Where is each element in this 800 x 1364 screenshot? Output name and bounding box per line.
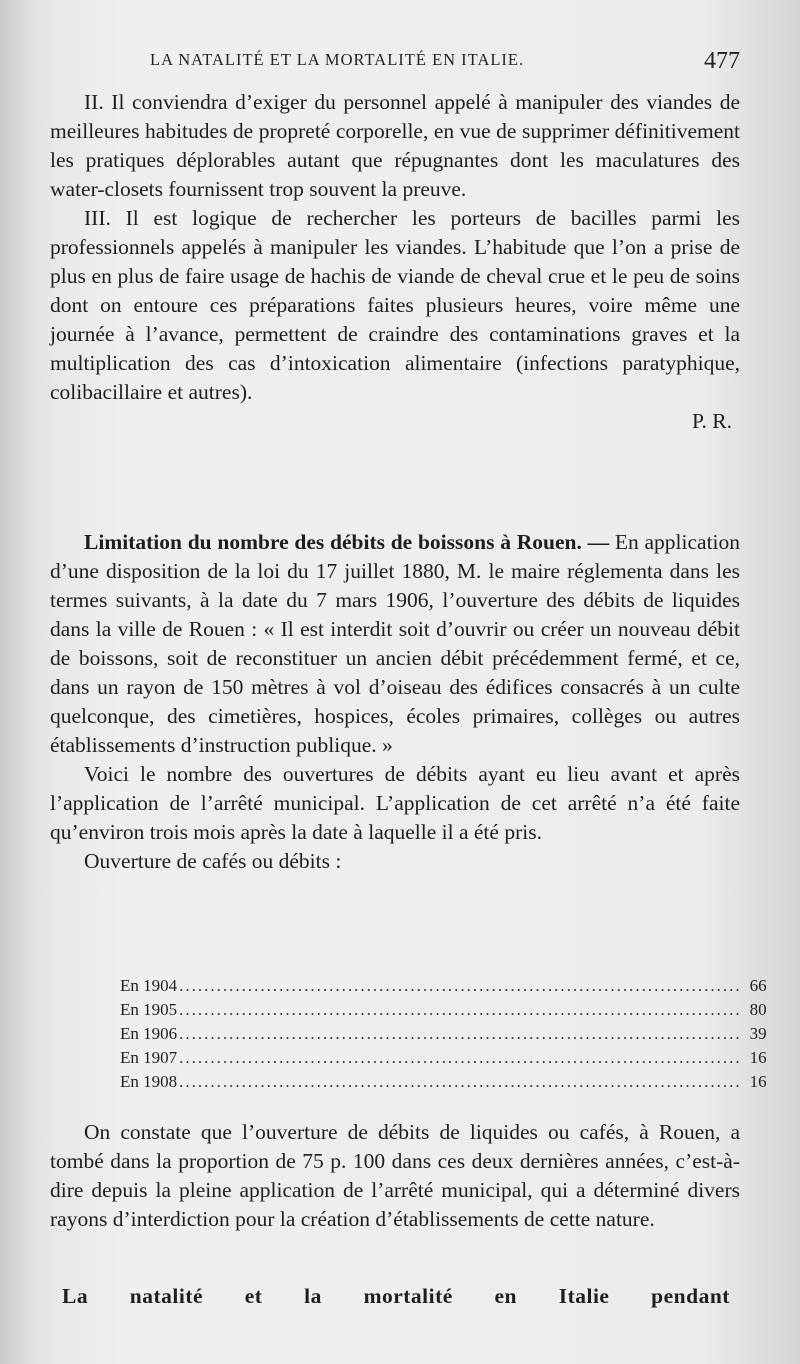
leader-dots: .......................................................................................... bbox=[179, 1072, 742, 1091]
title-word: La bbox=[62, 1284, 89, 1308]
row-count: 66 bbox=[749, 976, 767, 995]
leader-dots: .......................................................................................... bbox=[179, 1048, 742, 1067]
table-row bbox=[120, 1046, 767, 1070]
article-intro bbox=[50, 528, 740, 760]
next-section-title bbox=[62, 1284, 730, 1309]
row-year: En 1907 bbox=[120, 1048, 178, 1067]
row-count: 39 bbox=[749, 1024, 767, 1043]
running-title: LA NATALITÉ ET LA MORTALITÉ EN ITALIE. bbox=[150, 50, 525, 69]
table-row bbox=[120, 998, 767, 1022]
table-row bbox=[120, 974, 767, 998]
leader-dots: .......................................................................................... bbox=[179, 976, 742, 995]
title-word: la bbox=[304, 1284, 322, 1308]
title-word: natalité bbox=[129, 1284, 204, 1308]
rouen-article bbox=[50, 528, 740, 876]
paragraph-ii: II. Il conviendra d’exiger du personnel appelé à manipuler des viandes de meilleures habitudes de propreté corporelle, en vue de supprimer définitivement les pratiques déplorables autant que répugnantes dont les maculatures des water-closets fournissent trop souvent la preuve. bbox=[50, 90, 740, 201]
title-word: mortalité bbox=[363, 1284, 453, 1308]
openings-table bbox=[120, 974, 767, 1094]
page-number: 477 bbox=[704, 48, 740, 74]
row-year: En 1904 bbox=[120, 976, 178, 995]
article-paragraph-2: Voici le nombre des ouvertures de débits ayant eu lieu avant et après l’application de l’arrêté municipal. L’application de cet arrêté n’a été faite qu’environ trois mois après la date à laquelle il a été pris. bbox=[50, 762, 740, 844]
row-count: 16 bbox=[749, 1072, 767, 1091]
paragraph-iii: III. Il est logique de rechercher les porteurs de bacilles parmi les professionnels appelés à manipuler les viandes. L’habitude que l’on a prise de plus en plus de faire usage de hachis de viande de cheval crue et le peu de soins dont on entoure ces préparations faites plusieurs heures, voire même une journée à l’avance, permettent de craindre des contaminations graves et la multiplication des cas d’intoxication alimentaire (infections paratyphique, colibacillaire et autres). bbox=[50, 206, 740, 404]
author-initials: P. R. bbox=[691, 409, 732, 433]
list-heading: Ouverture de cafés ou débits : bbox=[84, 849, 342, 873]
table-row bbox=[120, 1022, 767, 1046]
conclusion-block bbox=[50, 1118, 740, 1234]
leader-dots: .......................................................................................... bbox=[179, 1000, 742, 1019]
conclusion-paragraph: On constate que l’ouverture de débits de liquides ou cafés, à Rouen, a tombé dans la proportion de 75 p. 100 dans ces deux dernières années, c’est-à-dire depuis la pleine application de l’arrêté municipal, qui a déterminé divers rayons d’interdiction pour la création d’établissements de cette nature. bbox=[50, 1120, 740, 1231]
table-row bbox=[120, 1070, 767, 1094]
hygiene-recommendations bbox=[50, 88, 740, 436]
title-word: pendant bbox=[651, 1284, 730, 1308]
row-year: En 1908 bbox=[120, 1072, 178, 1091]
row-year: En 1906 bbox=[120, 1024, 178, 1043]
title-word: en bbox=[494, 1284, 518, 1308]
row-count: 80 bbox=[749, 1000, 767, 1019]
title-word: Italie bbox=[558, 1284, 610, 1308]
leader-dots: .......................................................................................... bbox=[179, 1024, 742, 1043]
row-year: En 1905 bbox=[120, 1000, 178, 1019]
article-title: Limitation du nombre des débits de boissons à Rouen. — bbox=[84, 530, 610, 554]
row-count: 16 bbox=[749, 1048, 767, 1067]
title-word: et bbox=[244, 1284, 263, 1308]
article-intro-text: En application d’une disposition de la loi du 17 juillet 1880, M. le maire réglementa dans les termes suivants, à la date du 7 mars 1906, l’ouverture des débits de liquides dans la ville de Rouen : « Il est interdit soit d’ouvrir ou créer un nouveau débit de boissons, soit de reconstituer un ancien débit précédemment fermé, et ce, dans un rayon de 150 mètres à vol d’oiseau des édifices consacrés à un culte quelconque, des cimetières, hospices, écoles primaires, collèges ou autres établissements d’instruction publique. » bbox=[50, 530, 741, 757]
